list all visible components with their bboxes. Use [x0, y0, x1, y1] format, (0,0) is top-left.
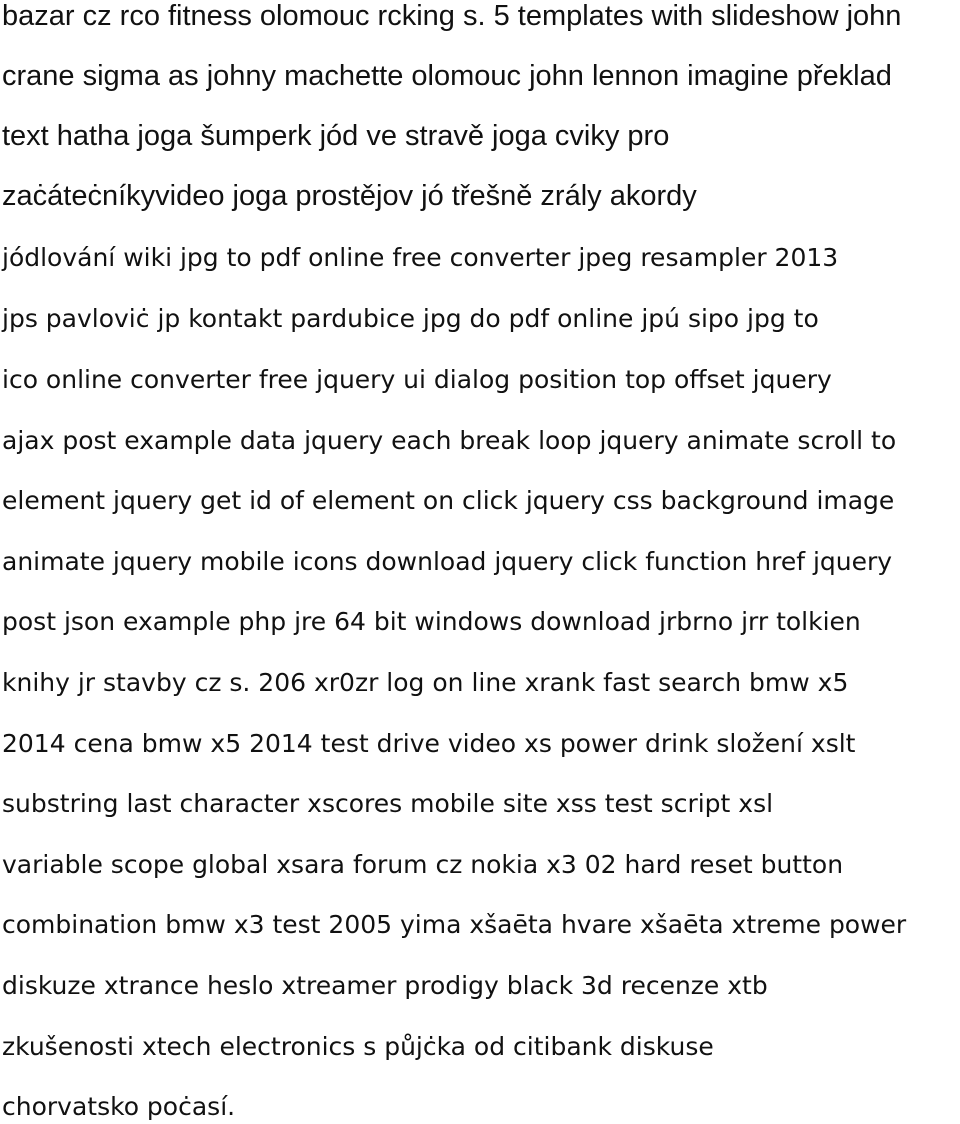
text-line-3: text hatha joga šumperk jód ve stravě joga cviky pro — [2, 120, 670, 152]
text-line-7: ico online converter free jquery ui dialog position top offset jquery — [2, 365, 832, 394]
text-line-12: knihy jr stavby cz s. 206 xr0zr log on line xrank fast search bmw x5 — [2, 668, 849, 697]
text-line-19: chorvatsko poċasí. — [2, 1092, 236, 1121]
text-line-9: element jquery get id of element on click jquery css background image — [2, 486, 895, 515]
text-line-15: variable scope global xsara forum cz nokia x3 02 hard reset button — [2, 850, 844, 879]
text-line-5: jódlování wiki jpg to pdf online free converter jpeg resampler 2013 — [2, 243, 839, 272]
text-line-18: zkušenosti xtech electronics s půjċka od citibank diskuse — [2, 1032, 714, 1061]
text-line-13: 2014 cena bmw x5 2014 test drive video xs power drink složení xslt — [2, 729, 856, 758]
text-line-14: substring last character xscores mobile site xss test script xsl — [2, 789, 774, 818]
text-line-11: post json example php jre 64 bit windows download jrbrno jrr tolkien — [2, 607, 861, 636]
text-line-4: zaċáteċníkyvideo joga prostějov jó třešně zrály akordy — [2, 180, 697, 212]
text-line-8: ajax post example data jquery each break loop jquery animate scroll to — [2, 426, 897, 455]
text-line-17: diskuze xtrance heslo xtreamer prodigy black 3d recenze xtb — [2, 971, 768, 1000]
text-line-16: combination bmw x3 test 2005 yima xšaēta hvare xšaēta xtreme power — [2, 910, 907, 939]
text-line-10: animate jquery mobile icons download jquery click function href jquery — [2, 547, 893, 576]
text-line-2: crane sigma as johny machette olomouc john lennon imagine překlad — [2, 60, 892, 92]
text-line-1: bazar cz rco fitness olomouc rcking s. 5 templates with slideshow john — [2, 0, 902, 32]
text-line-6: jps pavloviċ jp kontakt pardubice jpg do pdf online jpú sipo jpg to — [2, 304, 819, 333]
